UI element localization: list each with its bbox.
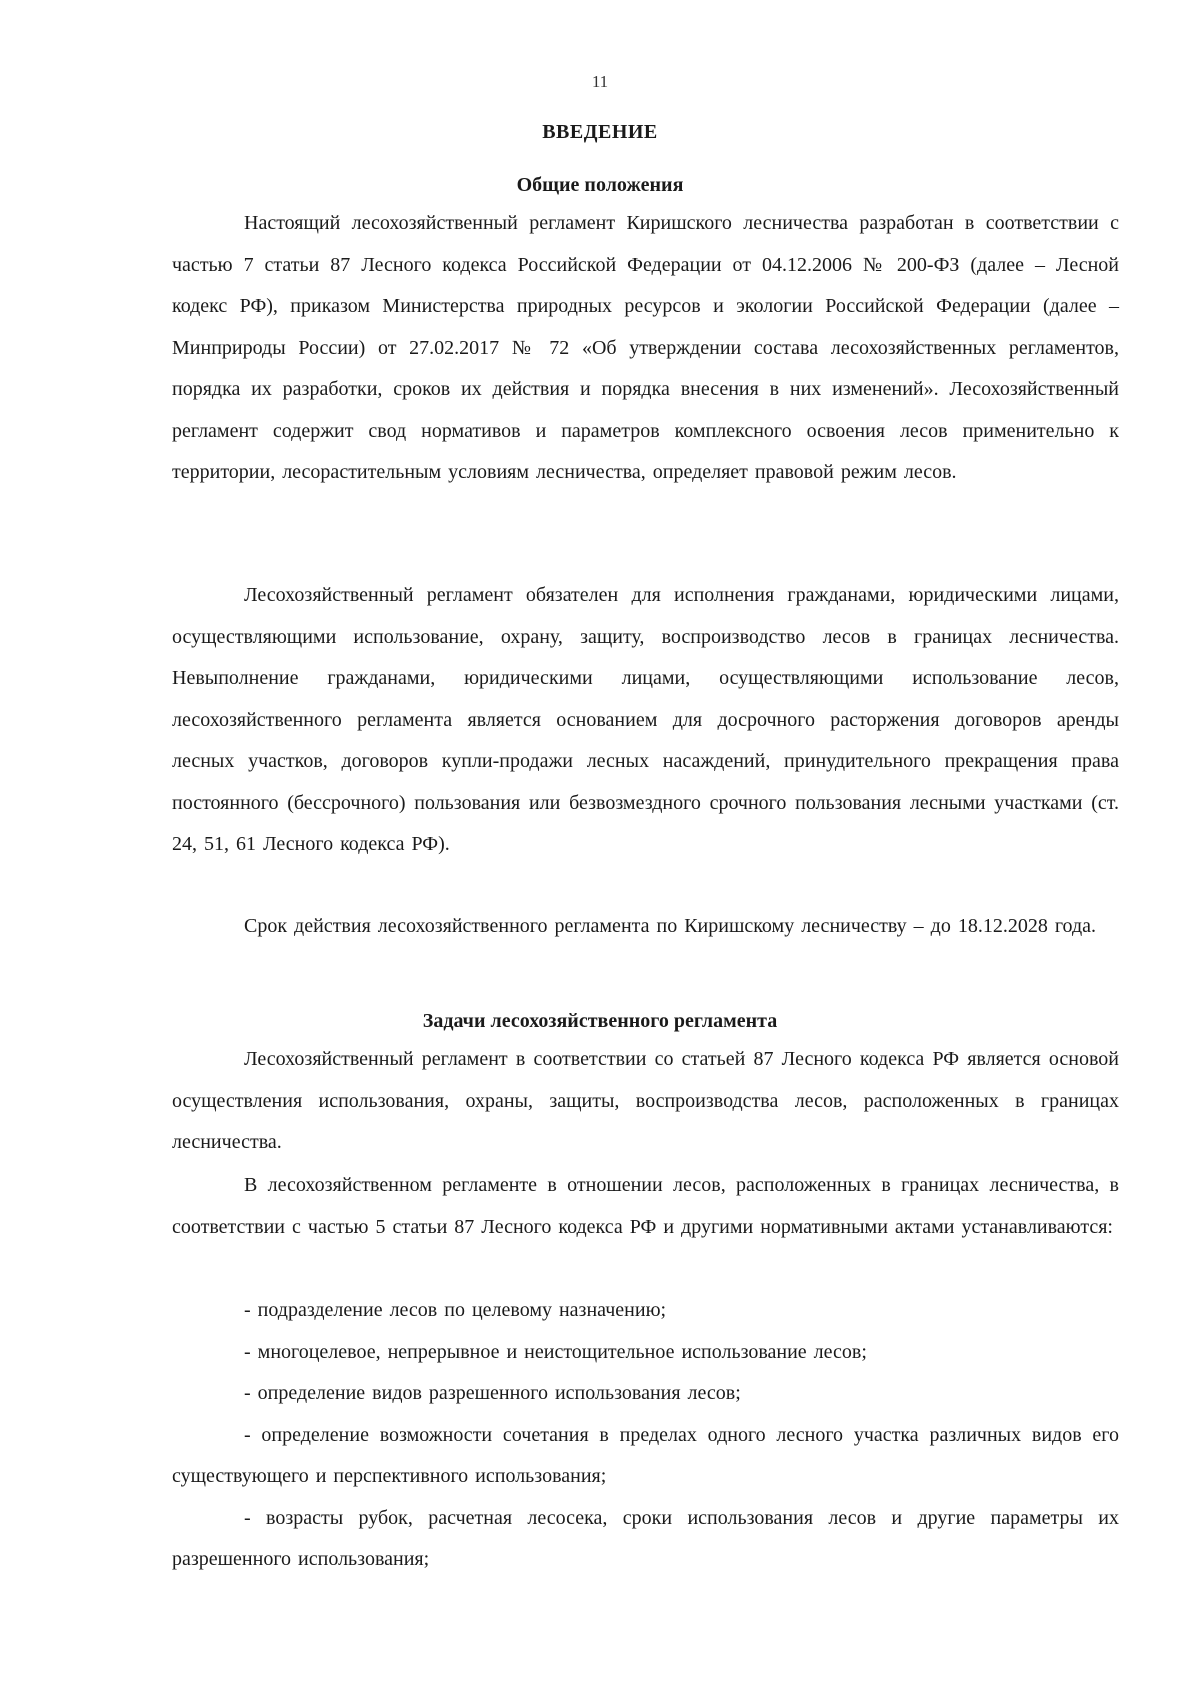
list-item: - подразделение лесов по целевому назначению; — [244, 1299, 667, 1321]
paragraph-block — [172, 906, 1119, 948]
paragraph: Лесохозяйственный регламент обязателен для исполнения гражданами, юридическими лицами, осуществляющими использование, охрану, защиту, воспроизводство лесов в границах лесничества. Невыполнение гражданами, юридическими лицами, осуществляющими использование лесов, лесохозяйственного регламента является основанием для досрочного расторжения договоров аренды лесных участков, договоров купли-продажи лесных насаждений, принудительного прекращения права постоянного (бессрочного) пользования или безвозмездного срочного пользования лесными участками (ст. 24, 51, 61 Лесного кодекса РФ). — [172, 584, 1119, 855]
paragraph-block — [172, 575, 1119, 866]
section-heading-general: Общие положения — [516, 174, 684, 196]
list-item: - многоцелевое, непрерывное и неистощительное использование лесов; — [244, 1340, 867, 1363]
list-item: - возрасты рубок, расчетная лесосека, сроки использования лесов и другие параметры их разрешенного использования; — [172, 1506, 1119, 1570]
paragraph-block — [172, 203, 1119, 494]
paragraph-block — [172, 1165, 1119, 1248]
paragraph: В лесохозяйственном регламенте в отношении лесов, расположенных в границах лесничества, в соответствии с частью 5 статьи 87 Лесного кодекса РФ и другими нормативными актами устанавливаются: — [172, 1174, 1119, 1238]
page-number: 11 — [591, 72, 609, 91]
regulation-list — [172, 1290, 1119, 1581]
paragraph: Срок действия лесохозяйственного регламента по Киришскому лесничеству – до 18.12.2028 года. — [244, 915, 1097, 937]
list-item: - определение видов разрешенного использования лесов; — [244, 1382, 741, 1404]
section-heading-tasks: Задачи лесохозяйственного регламента — [422, 1010, 778, 1032]
list-item: - определение возможности сочетания в пределах одного лесного участка различных видов его существующего и перспективного использования; — [172, 1423, 1119, 1487]
paragraph: Лесохозяйственный регламент в соответствии со статьей 87 Лесного кодекса РФ является основой осуществления использования, охраны, защиты, воспроизводства лесов, расположенных в границах лесничества. — [172, 1048, 1119, 1153]
paragraph-block — [172, 1039, 1119, 1164]
paragraph: Настоящий лесохозяйственный регламент Киришского лесничества разработан в соответствии с частью 7 статьи 87 Лесного кодекса Российской Федерации от 04.12.2006 № 200-ФЗ (далее – Лесной кодекс РФ), приказом Министерства природных ресурсов и экологии Российской Федерации (далее – Минприроды России) от 27.02.2017 № 72 «Об утверждении состава лесохозяйственных регламентов, порядка их разработки, сроков их действия и порядка внесения в них изменений». Лесохозяйственный регламент содержит свод нормативов и параметров комплексного освоения лесов применительно к территории, лесорастительным условиям лесничества, определяет правовой режим лесов. — [172, 212, 1119, 483]
chapter-title: ВВЕДЕНИЕ — [542, 121, 658, 143]
